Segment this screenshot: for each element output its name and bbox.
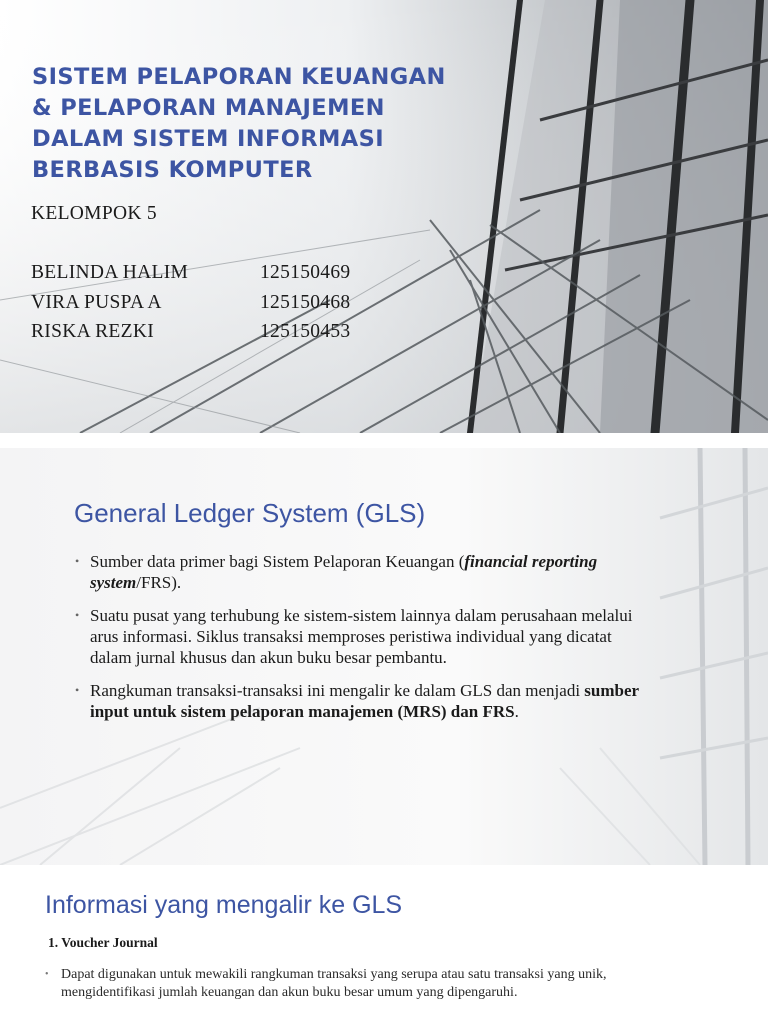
bullet-item: [75, 680, 655, 722]
bullet-text: Sumber data primer bagi Sistem Pelaporan Keuangan (: [90, 552, 465, 571]
gls-info-slide: [0, 866, 768, 1024]
emphasis-text: financial reporting system: [90, 552, 598, 592]
member-id: 125150468: [260, 291, 351, 313]
member-name: VIRA PUSPA A: [31, 291, 162, 313]
bullet-list: [45, 966, 685, 1002]
bullet-text-tail: .: [514, 702, 519, 721]
slide-title: Informasi yang mengalir ke GLS: [45, 891, 403, 919]
member-list: [31, 262, 350, 351]
bullet-text: Dapat digunakan untuk mewakili rangkuman transaksi yang serupa atau satu transaksi yang unik, mengidentifikasi jumlah keuangan dan akun buku besar umum yang dipengaruhi.: [61, 967, 607, 1000]
bullet-text: Rangkuman transaksi-transaksi ini mengalir ke dalam GLS dan menjadi: [90, 681, 585, 700]
bold-text: sumber input untuk sistem pelaporan manajemen (MRS) dan FRS: [90, 681, 639, 721]
bullet-text-tail: /FRS).: [136, 573, 182, 592]
member-id: 125150469: [260, 262, 351, 283]
bullet-list: [75, 551, 655, 734]
member-name: RISKA REZKI: [31, 321, 155, 342]
bullet-item: [75, 605, 655, 668]
group-label: KELOMPOK 5: [31, 203, 157, 224]
slide-title: General Ledger System (GLS): [74, 498, 426, 528]
bullet-item: [45, 966, 685, 1002]
member-row: [31, 262, 350, 292]
gls-slide: [0, 448, 768, 865]
title-slide: [0, 0, 768, 433]
bullet-item: [75, 551, 655, 593]
member-row: [31, 292, 350, 322]
bullet-icon: •: [75, 554, 80, 568]
bullet-icon: •: [75, 608, 80, 622]
section-subtitle: 1. Voucher Journal: [48, 935, 158, 950]
bullet-icon: •: [75, 683, 80, 697]
bullet-text: Suatu pusat yang terhubung ke sistem-sistem lainnya dalam perusahaan melalui arus informasi. Siklus transaksi memproses peristiwa individual yang dicatat dalam jurnal khusus dan akun buku besar pembantu.: [90, 606, 633, 667]
member-name: BELINDA HALIM: [31, 262, 189, 283]
presentation-title: SISTEM PELAPORAN KEUANGAN & PELAPORAN MANAJEMEN DALAM SISTEM INFORMASI BERBASIS KOMPUTER: [32, 64, 446, 183]
member-row: [31, 321, 350, 351]
bullet-icon: •: [45, 969, 49, 980]
member-id: 125150453: [260, 321, 351, 342]
